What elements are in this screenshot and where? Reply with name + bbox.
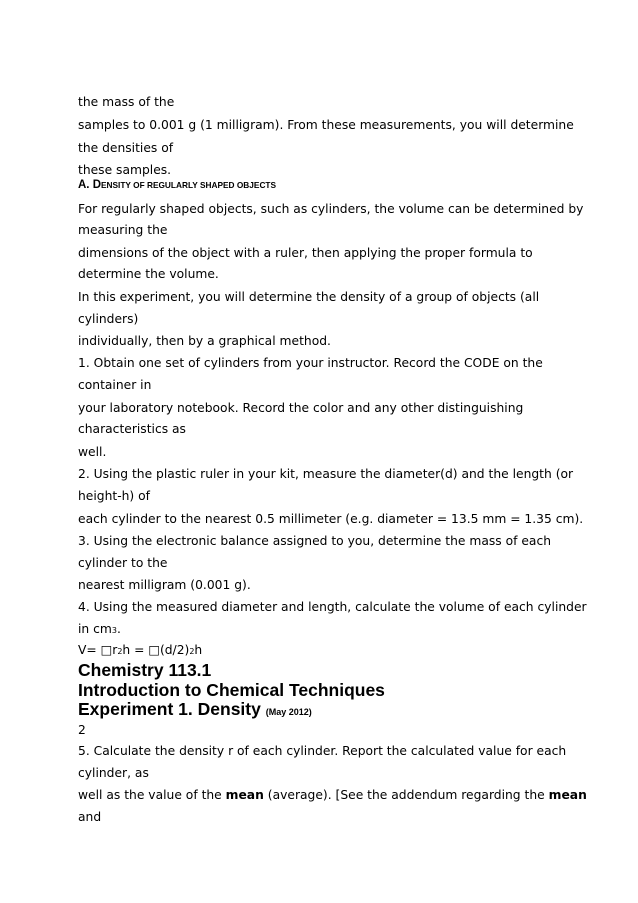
missing-glyph-box: □ xyxy=(100,643,113,657)
text-line: dimensions of the object with a ruler, then applying the proper formula to xyxy=(78,246,533,260)
section-heading xyxy=(78,179,276,191)
text-line xyxy=(78,787,587,803)
text-line: these samples. xyxy=(78,163,172,177)
text-line: In this experiment, you will determine the density of a group of objects (all xyxy=(78,290,540,304)
text-line: nearest milligram (0.001 g). xyxy=(78,578,251,592)
page-number: 2 xyxy=(78,723,86,737)
text-fragment: (average). [See the addendum regarding the xyxy=(263,788,549,802)
formula-exponent: 2 xyxy=(117,647,123,656)
text-line: 2. Using the plastic ruler in your kit, measure the diameter(d) and the length (or xyxy=(78,467,574,481)
experiment-title xyxy=(78,700,312,722)
unit-superscript: 3 xyxy=(111,626,117,635)
experiment-date: (May 2012) xyxy=(265,707,312,717)
section-heading-lead: A. D xyxy=(78,179,101,191)
text-line: the densities of xyxy=(78,141,174,155)
text-line: well. xyxy=(78,445,107,459)
text-line: your laboratory notebook. Record the color and any other distinguishing xyxy=(78,401,524,415)
text-line xyxy=(78,621,121,639)
bold-term: mean xyxy=(225,788,264,802)
formula-part: h = xyxy=(122,643,149,657)
text-line: samples to 0.001 g (1 milligram). From these measurements, you will determine xyxy=(78,118,574,132)
experiment-name: Experiment 1. Density xyxy=(78,699,261,719)
formula-part: V= xyxy=(78,643,101,657)
text-line: individually, then by a graphical method. xyxy=(78,334,331,348)
formula-part: (d/2) xyxy=(159,643,190,657)
text-line: cylinder, as xyxy=(78,766,149,780)
course-title: Chemistry 113.1 xyxy=(78,660,212,680)
course-subtitle: Introduction to Chemical Techniques xyxy=(78,680,385,700)
text-line: 3. Using the electronic balance assigned to you, determine the mass of each xyxy=(78,534,552,548)
text-line: cylinders) xyxy=(78,312,139,326)
text-line: 1. Obtain one set of cylinders from your instructor. Record the CODE on the xyxy=(78,356,543,370)
unit-period: . xyxy=(116,622,121,636)
text-line: container in xyxy=(78,378,152,392)
section-heading-rest: ENSITY OF REGULARLY SHAPED OBJECTS xyxy=(101,180,277,190)
text-line: determine the volume. xyxy=(78,267,219,281)
formula-part: r xyxy=(112,643,118,657)
text-line: height-h) of xyxy=(78,489,150,503)
missing-glyph-box: □ xyxy=(148,643,160,657)
text-line: characteristics as xyxy=(78,422,186,436)
text-line: For regularly shaped objects, such as cylinders, the volume can be determined by xyxy=(78,202,584,216)
text-line: measuring the xyxy=(78,223,168,237)
text-line: each cylinder to the nearest 0.5 millimeter (e.g. diameter = 13.5 mm = 1.35 cm). xyxy=(78,512,584,526)
text-line: and xyxy=(78,810,102,824)
formula-line xyxy=(78,642,202,660)
unit-text: in cm xyxy=(78,622,112,636)
text-line: 5. Calculate the density r of each cylinder. Report the calculated value for each xyxy=(78,744,567,758)
formula-exponent: 2 xyxy=(189,647,195,656)
text-line: the mass of the xyxy=(78,95,175,109)
bold-term: mean xyxy=(548,788,587,802)
formula-part: h xyxy=(194,643,203,657)
text-line: cylinder to the xyxy=(78,556,168,570)
text-fragment: well as the value of the xyxy=(78,788,226,802)
text-line: 4. Using the measured diameter and length, calculate the volume of each cylinder xyxy=(78,600,587,614)
